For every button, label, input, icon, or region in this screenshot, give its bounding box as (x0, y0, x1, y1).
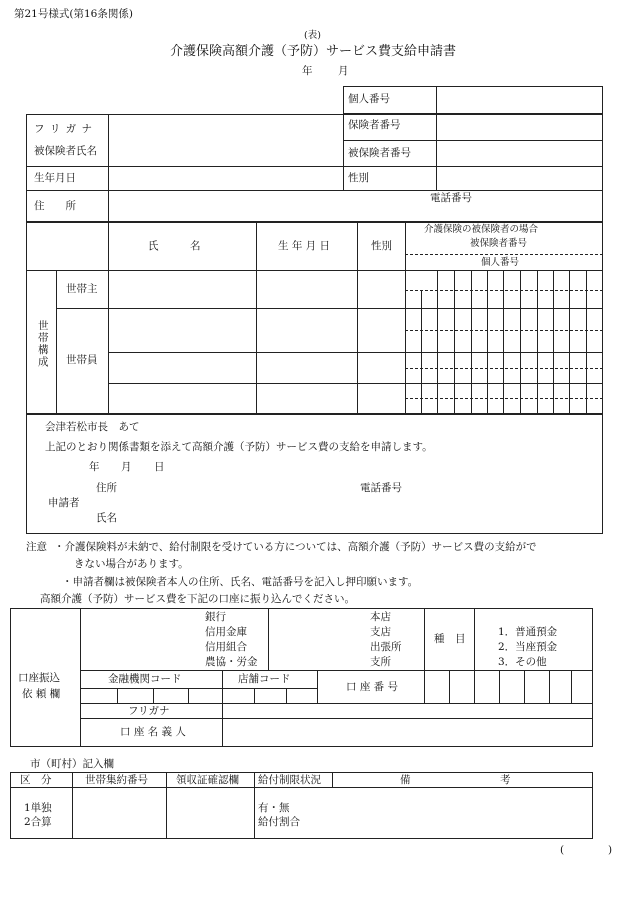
inst-type-nokyo: 農協・労金 (205, 656, 258, 668)
phone-label: 電話番号 (430, 192, 472, 204)
col-ins-header-1: 介護保険の被保険者の場合 (424, 224, 539, 235)
digit-divider (487, 270, 488, 414)
branch-type-shucchojo: 出張所 (370, 641, 402, 653)
bank-section-label-2: 依 頼 欄 (22, 688, 61, 700)
digit-divider (437, 270, 438, 414)
inst-code-label: 金融機関コード (108, 673, 182, 685)
kind-option-futsu[interactable]: 1．普通預金 (498, 626, 558, 638)
branch-type-honten: 本店 (370, 611, 391, 623)
col-personal-header: 個人番号 (481, 257, 520, 268)
digit-divider (537, 270, 538, 414)
digit-divider (586, 270, 587, 414)
insured-number-label: 被保険者番号 (348, 147, 411, 159)
city-header-receipt: 領収証確認欄 (176, 774, 239, 786)
account-kind-label: 種 目 (434, 633, 466, 645)
city-header-remarks-1: 備 (400, 774, 411, 786)
digit-divider (569, 270, 570, 414)
city-header-remarks-2: 考 (500, 774, 511, 786)
col-ins-header-2: 被保険者番号 (470, 238, 528, 249)
note-1-line-1: ・介護保険料が未納で、給付制限を受けている方については、高額介護（予防）サービス費の支給がで (54, 541, 537, 553)
insured-block (26, 114, 603, 222)
inst-type-shinkin: 信用金庫 (205, 626, 247, 638)
branch-type-shiten: 支店 (370, 626, 391, 638)
insured-name-label: 被保険者氏名 (34, 145, 97, 157)
category-single: 1単独 (24, 802, 52, 814)
header-month: 月 (338, 65, 349, 77)
form-number: 第21号様式(第16条関係) (14, 8, 133, 20)
household-member-label: 世帯員 (66, 354, 98, 366)
digit-divider (421, 290, 422, 414)
branch-code-label: 店舗コード (238, 673, 291, 685)
insurer-number-label: 保険者番号 (348, 119, 401, 131)
kind-option-other[interactable]: 3．その他 (498, 656, 547, 668)
city-header-household-number: 世帯集約番号 (85, 774, 148, 786)
bank-furigana-label: フリガナ (128, 705, 170, 717)
note-1-line-2: きない場合があります。 (74, 558, 189, 570)
city-section-title: 市（町村）記入欄 (30, 758, 114, 770)
city-header-category: 区 分 (20, 774, 52, 786)
branch-type-shisho: 支所 (370, 656, 391, 668)
col-name-header: 氏 名 (148, 240, 201, 252)
notes-label: 注意 (26, 541, 47, 553)
bank-section-label-1: 口座振込 (18, 672, 60, 684)
omote-label: (表) (304, 30, 321, 41)
address-label: 住 所 (34, 200, 76, 212)
header-year: 年 (302, 65, 313, 77)
benefit-ratio-label: 給付割合 (258, 816, 300, 828)
digit-divider (471, 270, 472, 414)
app-phone-label: 電話番号 (360, 482, 402, 494)
furigana-label: フ リ ガ ナ (34, 123, 94, 135)
col-gender-header: 性別 (371, 240, 392, 252)
app-day: 日 (154, 461, 165, 473)
city-header-restriction: 給付制限状況 (258, 774, 321, 786)
household-head-label: 世帯主 (66, 283, 98, 295)
birthdate-label: 生年月日 (34, 172, 76, 184)
household-section-label: 世 帯 構 成 (38, 320, 49, 368)
bank-intro: 高額介護（予防）サービス費を下記の口座に振り込んでください。 (40, 593, 355, 605)
digit-divider (454, 270, 455, 414)
digit-divider (520, 270, 521, 414)
applicant-label: 申請者 (48, 497, 80, 509)
digit-divider (553, 270, 554, 414)
inst-type-shinkumi: 信用組合 (205, 641, 247, 653)
footer-paren-close: ) (608, 844, 613, 856)
digit-divider (503, 270, 504, 414)
kind-option-toza[interactable]: 2．当座預金 (498, 641, 558, 653)
app-name-label: 氏名 (96, 512, 117, 524)
personal-number-label: 個人番号 (348, 93, 390, 105)
account-number-label: 口 座 番 号 (346, 681, 399, 693)
addressee: 会津若松市長 あて (45, 421, 140, 433)
category-combined: 2合算 (24, 816, 52, 828)
app-address-label: 住所 (96, 482, 117, 494)
account-holder-label: 口 座 名 義 人 (120, 726, 186, 738)
note-2: ・申請者欄は被保険者本人の住所、氏名、電話番号を記入し押印願います。 (62, 576, 419, 588)
application-statement: 上記のとおり関係書類を添えて高額介護（予防）サービス費の支給を申請します。 (45, 441, 433, 453)
footer-paren-open: ( (560, 844, 565, 856)
col-birth-header: 生 年 月 日 (278, 240, 331, 252)
restriction-yes-no: 有・無 (258, 802, 290, 814)
app-year: 年 (89, 461, 100, 473)
inst-type-bank: 銀行 (205, 611, 226, 623)
page-title: 介護保険高額介護（予防）サービス費支給申請書 (170, 44, 457, 59)
gender-label: 性別 (348, 172, 369, 184)
app-month: 月 (121, 461, 132, 473)
